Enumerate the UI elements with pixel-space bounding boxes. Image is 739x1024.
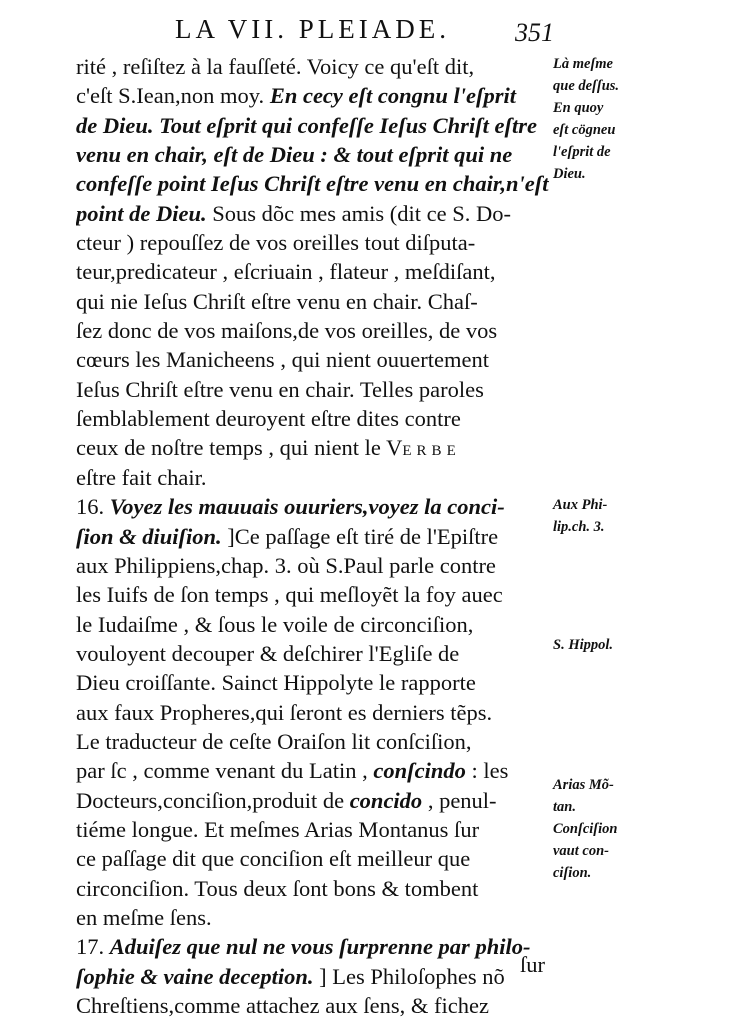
margin-note-1 (553, 53, 733, 185)
text-segment: Docteurs,conciſion,produit de (76, 787, 350, 813)
text-segment: Chreſtiens,comme attachez aux ſens, & fichez (76, 993, 489, 1018)
italic-text-segment: conſcindo (373, 758, 466, 784)
text-line (76, 52, 556, 81)
text-segment: ce paſſage dit que conciſion eſt meilleur que (76, 846, 471, 872)
text-segment: Ieſus Chriſt eſtre venu en chair. Telles paroles (76, 376, 484, 402)
margin-note-line: Dieu. (553, 166, 586, 182)
text-line (76, 756, 556, 785)
text-line (76, 140, 556, 169)
text-segment: qui nie Ieſus Chriſt eſtre venu en chair. Chaſ- (76, 288, 478, 314)
margin-note-line: lip.ch. 3. (553, 519, 605, 535)
italic-text-segment: venu en chair, eſt de Dieu : & tout eſprit qui ne (76, 142, 513, 168)
text-line (76, 375, 556, 404)
text-line (76, 903, 556, 932)
margin-note-4 (553, 774, 733, 818)
text-line (76, 228, 556, 257)
text-segment: ]Ce paſſage eſt tiré de l'Epiſtre (221, 523, 499, 549)
margin-note-5 (553, 818, 733, 884)
text-line (76, 580, 556, 609)
italic-text-segment: point de Dieu. (76, 200, 207, 226)
text-segment: : les (465, 758, 509, 784)
text-segment: cteur ) repouſſez de vos oreilles tout diſputa- (76, 230, 476, 256)
text-segment: , penul- (422, 787, 497, 813)
text-segment: eſtre fait chair. (76, 464, 207, 490)
text-segment: ceux de noſtre temps , qui nient le V (76, 435, 403, 461)
margin-note-line: vaut con- (553, 843, 609, 859)
text-segment: Sous dõc mes amis (dit ce S. Do- (206, 200, 511, 226)
text-line (76, 874, 556, 903)
text-segment: Dieu croiſſante. Sainct Hippolyte le rapporte (76, 670, 476, 696)
catchword: ſur (520, 952, 545, 977)
margin-note-line: S. Hippol. (553, 637, 614, 653)
italic-text-segment: Aduiſez que nul ne vous ſurprenne par philo- (109, 934, 531, 960)
text-segment: rité , reſiſtez à la fauſſeté. Voicy ce qu'eſt dit, (76, 54, 475, 79)
text-segment: c'eſt S.Iean,non moy. (76, 83, 270, 109)
margin-note-3 (553, 634, 733, 656)
italic-text-segment: confeſſe point Ieſus Chriſt eſtre venu en chair,n'eſt (76, 171, 549, 197)
page-number: 351 (515, 18, 554, 47)
text-line (76, 962, 556, 991)
margin-note-line: tan. (553, 799, 576, 815)
text-line (76, 727, 556, 756)
text-line (76, 991, 556, 1020)
text-segment: ſemblablement deuroyent eſtre dites contre (76, 406, 461, 432)
text-line (76, 257, 556, 286)
text-segment: vouloyent decouper & deſchirer l'Egliſe de (76, 640, 460, 666)
text-line (76, 199, 556, 228)
text-segment: cœurs les Manicheens , qui nient ouuertement (76, 347, 490, 373)
text-line (76, 81, 556, 110)
text-segment: aux Philippiens,chap. 3. où S.Paul parle contre (76, 552, 496, 578)
italic-text-segment: En cecy eſt congnu l'eſprit (269, 83, 517, 109)
margin-note-line: Conſciſion (553, 821, 618, 837)
margin-note-line: l'eſprit de (553, 144, 611, 160)
text-line (76, 610, 556, 639)
italic-text-segment: concido (349, 787, 423, 813)
text-line (76, 404, 556, 433)
text-line (76, 169, 556, 198)
text-line (76, 932, 556, 961)
italic-text-segment: ſophie & vaine deception. (76, 963, 314, 989)
italic-text-segment: Voyez les mauuais ouuriers,voyez la conci- (109, 494, 505, 520)
main-text-block (76, 52, 556, 1020)
text-line (76, 433, 556, 462)
margin-note-2 (553, 494, 733, 538)
margin-note-line: que deſſus. (553, 78, 620, 94)
text-segment: teur,predicateur , eſcriuain , flateur , meſdiſant, (76, 259, 496, 285)
text-line (76, 639, 556, 668)
margin-note-line: ciſion. (553, 865, 592, 881)
text-line (76, 316, 556, 345)
margin-note-line: En quoy (553, 100, 604, 116)
text-line (76, 551, 556, 580)
text-segment: Le traducteur de ceſte Oraiſon lit conſciſion, (76, 728, 472, 754)
text-segment: aux faux Propheres,qui ſeront es derniers tẽps. (76, 699, 493, 725)
text-segment: les Iuifs de ſon temps , qui meſloyẽt la foy auec (76, 582, 503, 608)
text-line (76, 345, 556, 374)
text-segment: ERBE (402, 443, 461, 460)
text-line (76, 492, 556, 521)
margin-note-line: Arias Mõ- (553, 777, 614, 793)
text-segment: 16. (76, 494, 110, 520)
margin-note-line: Là meſme (553, 56, 613, 72)
text-segment: circonciſion. Tous deux ſont bons & tombent (76, 875, 479, 901)
text-line (76, 668, 556, 697)
text-line (76, 287, 556, 316)
text-segment: 17. (76, 934, 110, 960)
text-segment: en meſme ſens. (76, 904, 212, 930)
margin-note-line: eſt cögneu (553, 122, 616, 138)
text-segment: ] Les Philoſophes nõ (313, 963, 505, 989)
text-segment: par ſc , comme venant du Latin , (76, 758, 374, 784)
text-line (76, 522, 556, 551)
margin-note-line: Aux Phi- (553, 497, 608, 513)
text-line (76, 786, 556, 815)
text-line (76, 844, 556, 873)
text-line (76, 698, 556, 727)
italic-text-segment: de Dieu. Tout eſprit qui confeſſe Ieſus Chriſt eſtre (76, 112, 538, 138)
text-line (76, 463, 556, 492)
text-segment: ſez donc de vos maiſons,de vos oreilles, de vos (76, 318, 498, 344)
text-line (76, 111, 556, 140)
running-head: LA VII. PLEIADE. (175, 14, 450, 44)
text-segment: tiéme longue. Et meſmes Arias Montanus ſur (76, 816, 480, 842)
text-line (76, 815, 556, 844)
italic-text-segment: ſion & diuiſion. (76, 523, 222, 549)
text-segment: le Iudaiſme , & ſous le voile de circonciſion, (76, 611, 474, 637)
